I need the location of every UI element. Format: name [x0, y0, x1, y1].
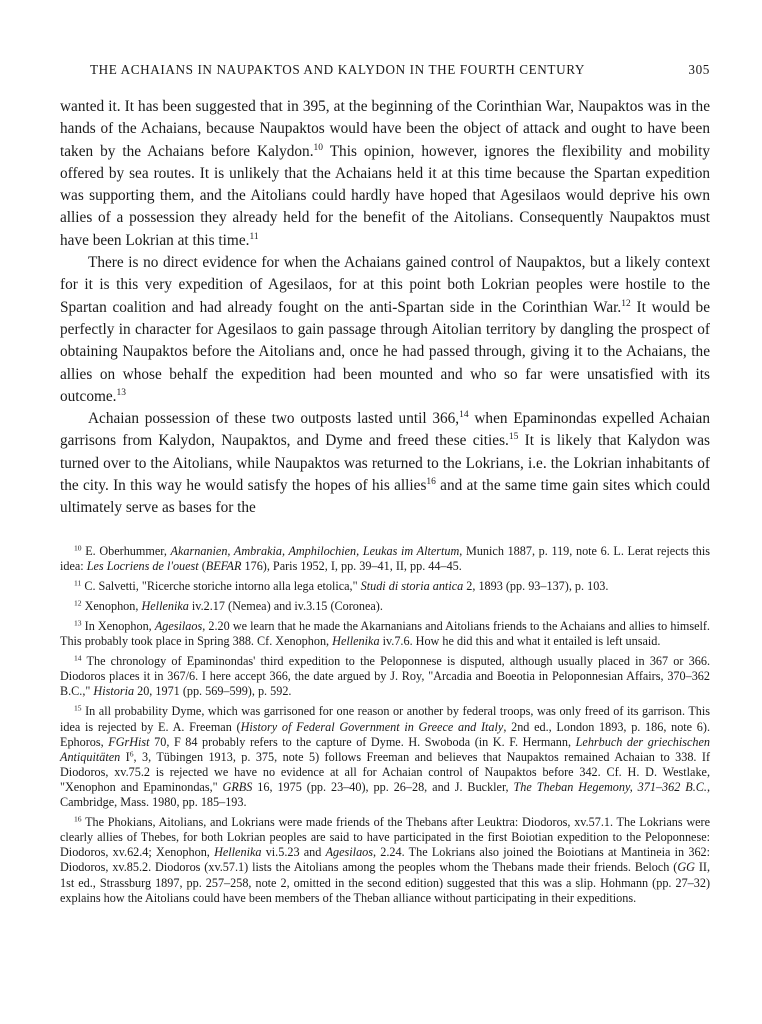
- text-run: wanted it. It has been suggested that in 395, at the beginning of the Corinthian War, Naupaktos was in the hands of the Achaians, because Naupaktos would have been the object of attack and ought to have been taken by the Achaians before Kalydon.: [60, 98, 710, 160]
- footnote-16: [60, 815, 710, 906]
- footnote-ref-11[interactable]: 11: [249, 231, 259, 242]
- body-text: [60, 96, 710, 520]
- footnote-10: [60, 544, 710, 574]
- page-number: 305: [688, 62, 710, 77]
- title-italic: History of Federal Government in Greece and Italy: [240, 719, 504, 734]
- footnote-13: [60, 619, 710, 649]
- title-italic: Historia: [93, 684, 135, 699]
- title-italic: The Theban Hegemony, 371–362 B.C.: [513, 779, 707, 794]
- footnote-ref-16[interactable]: 16: [426, 477, 436, 488]
- text-run: , 2nd ed., London 1893, p. 186, note 6). Ephoros,: [60, 719, 711, 749]
- text-run: Xenophon,: [81, 598, 142, 613]
- journal-page: [60, 62, 710, 911]
- text-run: It would be perfectly in character for Agesilaos to gain passage through Aitolian territory by dangling the prospect of obtaining Naupaktos before the Aitolians and, once he had passed through, giving it to the Achaians, the allies on whose behalf the expedition had been mounted and who so far were unsatisfied with its outcome.: [60, 298, 710, 405]
- title-italic: Hellenika: [141, 598, 189, 613]
- text-run: Achaian possession of these two outposts lasted until 366,: [88, 410, 460, 428]
- text-run: (: [198, 558, 206, 573]
- text-run: , 3, Tübingen 1913, p. 375, note 5) follows Freeman and believes that Naupaktos remained Achaian to 338. If Diodoros, xv.75.2 is rejected we have no evidence at all for Achaian control of Naupaktos before 342. Cf. H. D. Westlake, "Xenophon and Epaminondas,": [60, 749, 711, 794]
- text-run: , Cambridge, Mass. 1980, pp. 185–193.: [60, 779, 710, 810]
- footnote-14: [60, 654, 710, 699]
- footnote-number: 10: [74, 542, 82, 552]
- text-run: 20, 1971 (pp. 569–599), p. 592.: [134, 684, 292, 699]
- title-italic: FGrHist: [108, 734, 150, 749]
- footnote-ref-10[interactable]: 10: [313, 142, 324, 153]
- footnote-number: 13: [74, 618, 82, 628]
- footnote-ref-14[interactable]: 14: [459, 410, 469, 421]
- text-run: The chronology of Epaminondas' third expedition to the Peloponnese is disputed, although usually placed in 367 or 366. Diodoros places it in 367/6. I here accept 366, the date argued by J. Roy, "Arcadia and Boeotia in Peloponnesian Affairs, 370–362 B.C.,": [60, 654, 710, 699]
- title-italic: Akarnanien, Ambrakia, Amphilochien, Leukas im Altertum: [170, 543, 460, 558]
- footnote-number: 15: [74, 703, 82, 713]
- paragraph-1: [60, 96, 710, 252]
- title-italic: BEFAR: [205, 558, 242, 573]
- text-run: E. Oberhummer,: [81, 543, 171, 558]
- paragraph-3: [60, 408, 710, 519]
- text-run: 70, F 84 probably refers to the capture of Dyme. H. Swoboda (in K. F. Hermann,: [149, 734, 576, 749]
- text-run: II, 1st ed., Strassburg 1897, pp. 257–258, note 2, omitted in the second edition) suggested that this was a slip. Hohmann (pp. 27–32) explains how the Aitolians could have been members of the Theban alliance without participating in their expeditions.: [60, 860, 710, 905]
- text-run: The Phokians, Aitolians, and Lokrians were made friends of the Thebans after Leuktra: Diodoros, xv.57.1. The Lokrians were clearly allies of Thebes, for both Lokrian peoples are said to have participated in the first Boiotian expedition to the Peloponnese: Diodoros, xv.62.4; Xenophon,: [60, 815, 710, 860]
- title-italic: Studi di storia antica: [360, 578, 464, 593]
- text-run: , 2.24. The Lokrians also joined the Boiotians at Mantineia in 362: Diodoros, xv.85.2. Diodoros (xv.57.1) lists the Aitolians among the peoples whom the Thebans made their friends. Beloch (: [60, 845, 711, 875]
- text-run: and at the same time gain sites which could ultimately serve as bases for the: [60, 477, 711, 517]
- text-run: iv.7.6. How he did this and what it entailed is left unsaid.: [379, 634, 661, 649]
- footnote-number: 16: [74, 814, 82, 824]
- title-italic: Hellenika: [332, 634, 380, 649]
- footnotes: [60, 544, 710, 906]
- text-run: 176), Paris 1952, I, pp. 39–41, II, pp. 44–45.: [241, 558, 462, 573]
- text-run: It is likely that Kalydon was turned over to the Aitolians, while Naupaktos was returned to the Lokrians, i.e. the Lokrian inhabitants of the city. In this way he would satisfy the hopes of his allies: [60, 432, 710, 495]
- edition-superscript: 6: [129, 749, 134, 759]
- text-run: In all probability Dyme, which was garrisoned for one reason or another by federal troops, was only freed of its garrison. This idea is rejected by E. A. Freeman (: [60, 704, 710, 734]
- footnote-number: 14: [74, 653, 82, 663]
- text-run: I: [120, 749, 130, 764]
- title-italic: Agesilaos: [325, 845, 374, 860]
- text-run: when Epaminondas expelled Achaian garrisons from Kalydon, Naupaktos, and Dyme and freed these cities.: [60, 410, 710, 450]
- footnote-12: [60, 599, 710, 614]
- text-run: 2, 1893 (pp. 93–137), p. 103.: [463, 578, 609, 593]
- text-run: iv.2.17 (Nemea) and iv.3.15 (Coronea).: [188, 598, 383, 613]
- text-run: 16, 1975 (pp. 23–40), pp. 26–28, and J. Buckler,: [252, 779, 514, 794]
- text-run: , 2.20 we learn that he made the Akarnanians and Aitolians friends to the Achaians and allies to himself. This probably took place in Spring 388. Cf. Xenophon,: [60, 619, 710, 649]
- running-title: THE ACHAIANS IN NAUPAKTOS AND KALYDON IN THE FOURTH CENTURY: [90, 62, 585, 77]
- footnote-ref-12[interactable]: 12: [621, 298, 631, 309]
- running-header: [90, 62, 710, 84]
- footnote-ref-13[interactable]: 13: [116, 387, 126, 398]
- text-run: This opinion, however, ignores the flexibility and mobility offered by sea routes. It is unlikely that the Achaians held it at this time because the Spartan expedition was supporting them, and the Aitolians could hardly have hoped that Agesilaos would deprive his own allies of a possession they already held for the benefit of the Aitolians. Consequently Naupaktos must have been Lokrian at this time.: [60, 142, 711, 249]
- text-run: C. Salvetti, "Ricerche storiche intorno alla lega etolica,": [81, 578, 361, 593]
- footnote-number: 11: [74, 578, 82, 588]
- text-run: , Munich 1887, p. 119, note 6. L. Lerat rejects this idea:: [60, 543, 710, 573]
- text-run: vi.5.23 and: [261, 845, 326, 860]
- text-run: There is no direct evidence for when the Achaians gained control of Naupaktos, but a likely context for it is this very expedition of Agesilaos, for at this point both Lokrian peoples were hostile to the Spartan coalition and had already fought on the anti-Spartan side in the Corinthian War.: [60, 254, 710, 316]
- title-italic: Hellenika: [214, 845, 262, 860]
- paragraph-2: [60, 252, 710, 408]
- title-italic: Agesilaos: [154, 619, 203, 634]
- footnote-ref-15[interactable]: 15: [508, 432, 519, 443]
- title-italic: Lehrbuch der griechischen Antiquitäten: [60, 734, 711, 764]
- title-italic: GG: [677, 860, 695, 875]
- footnote-11: [60, 579, 710, 594]
- footnote-15: [60, 704, 710, 810]
- title-italic: GRBS: [222, 779, 253, 794]
- footnote-number: 12: [74, 598, 82, 608]
- title-italic: Les Locriens de l'ouest: [86, 558, 199, 573]
- text-run: In Xenophon,: [81, 619, 155, 634]
